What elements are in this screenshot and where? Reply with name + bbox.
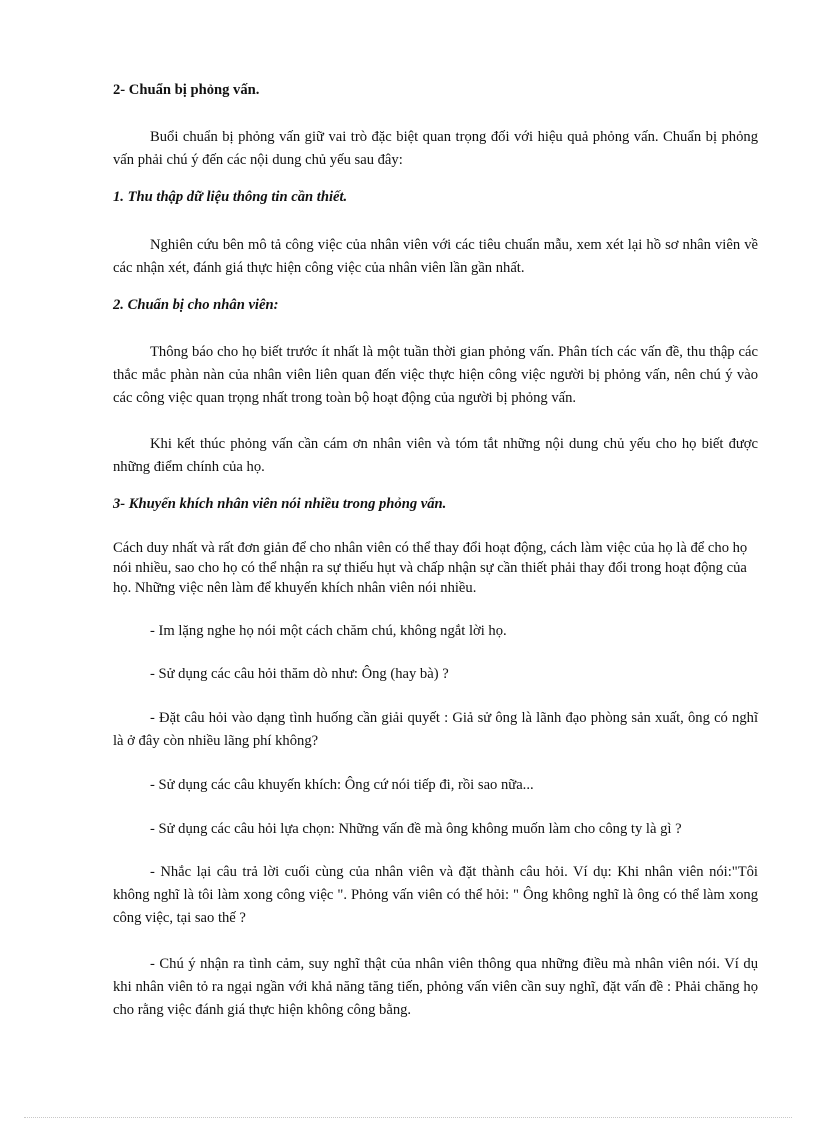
list-item: - Sử dụng các câu hỏi thăm dò như: Ông (hay bà) ? <box>150 666 449 682</box>
list-item: - Sử dụng các câu khuyến khích: Ông cứ nói tiếp đi, rồi sao nữa... <box>150 777 534 793</box>
list-item: - Đặt câu hỏi vào dạng tình huống cần giải quyết : Giả sử ông là lãnh đạo phòng sản xuất, ông có nghĩ là ở đây còn nhiều lãng phí không? <box>113 710 758 749</box>
subsection-2-paragraph-1: Thông báo cho họ biết trước ít nhất là một tuần thời gian phỏng vấn. Phân tích các vấn đề, thu thập các thắc mắc phàn nàn của nhân viên liên quan đến việc thực hiện công việc người bị phỏng vấn, nên chú ý vào các công việc quan trọng nhất trong toàn bộ hoạt động của người bị phỏng vấn. <box>113 344 758 406</box>
subsection-2-paragraph-2: Khi kết thúc phỏng vấn cần cám ơn nhân viên và tóm tắt những nội dung chủ yếu cho họ biết được những điểm chính của họ. <box>113 436 758 475</box>
section-3-heading: 3- Khuyến khích nhân viên nói nhiều trong phỏng vấn. <box>113 496 447 512</box>
subsection-2-heading: 2. Chuẩn bị cho nhân viên: <box>113 297 279 313</box>
section-2-heading: 2- Chuẩn bị phỏng vấn. <box>113 82 260 98</box>
list-item: - Sử dụng các câu hỏi lựa chọn: Những vấn đề mà ông không muốn làm cho công ty là gì ? <box>150 821 682 837</box>
list-item: - Nhắc lại câu trả lời cuối cùng của nhân viên và đặt thành câu hỏi. Ví dụ: Khi nhân viên nói:"Tôi không nghĩ là tôi làm xong công việc ". Phỏng vấn viên có thể hỏi: " Ông không nghĩ là ông có thể làm xong công việc, tại sao thế ? <box>113 864 758 926</box>
page-bottom-divider <box>24 1117 792 1118</box>
section-2-intro: Buổi chuẩn bị phỏng vấn giữ vai trò đặc biệt quan trọng đối với hiệu quả phỏng vấn. Chuẩn bị phỏng vấn phải chú ý đến các nội dung chủ yếu sau đây: <box>113 129 758 168</box>
subsection-1-heading: 1. Thu thập dữ liệu thông tin cần thiết. <box>113 189 348 205</box>
list-item: - Im lặng nghe họ nói một cách chăm chú, không ngắt lời họ. <box>150 623 507 639</box>
subsection-1-paragraph: Nghiên cứu bên mô tả công việc của nhân viên với các tiêu chuẩn mẫu, xem xét lại hồ sơ nhân viên về các nhận xét, đánh giá thực hiện công việc của nhân viên lần gần nhất. <box>113 237 758 276</box>
section-3-intro: Cách duy nhất và rất đơn giản để cho nhân viên có thể thay đổi hoạt động, cách làm việc của họ là để cho họ nói nhiều, sao cho họ có thể nhận ra sự thiếu hụt và chấp nhận sự cần thiết phải thay đổi trong hoạt động của họ. Những việc nên làm để khuyến khích nhân viên nói nhiều. <box>113 540 748 596</box>
list-item: - Chú ý nhận ra tình cảm, suy nghĩ thật của nhân viên thông qua những điều mà nhân viên nói. Ví dụ khi nhân viên tỏ ra ngại ngần với khả năng tăng tiến, phỏng vấn viên cần suy nghĩ, đặt vấn đề : Phải chăng họ cho rằng việc đánh giá thực hiện không công bằng. <box>113 956 758 1018</box>
